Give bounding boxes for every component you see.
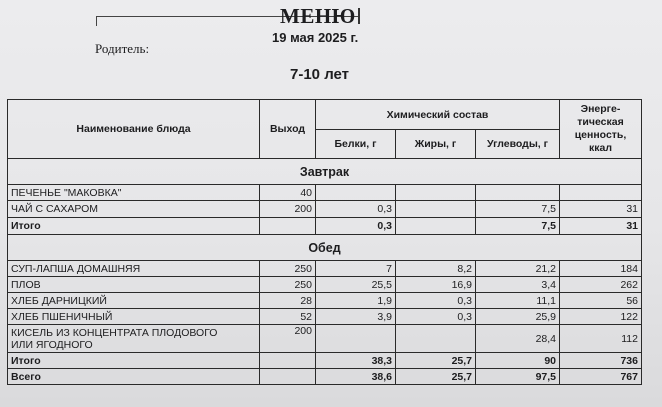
table-row <box>8 309 642 325</box>
dish-fat: 0,3 <box>396 293 476 309</box>
col-protein: Белки, г <box>316 130 396 159</box>
table-row <box>8 325 642 353</box>
col-energy-l4: ккал <box>588 142 613 154</box>
col-portion: Выход <box>260 100 316 159</box>
parent-label: Родитель: <box>95 41 150 56</box>
table-row <box>8 293 642 309</box>
dish-portion: 200 <box>260 201 316 218</box>
dish-name-line2: ИЛИ ЯГОДНОГО <box>11 338 93 351</box>
dish-carbs: 7,5 <box>476 201 560 218</box>
col-carbs: Углеводы, г <box>476 130 560 159</box>
total-portion <box>260 353 316 369</box>
col-energy <box>560 100 642 159</box>
dish-name: ПЕЧЕНЬЕ "МАКОВКА" <box>8 185 260 201</box>
dish-portion: 28 <box>260 293 316 309</box>
dish-energy <box>560 185 642 201</box>
section-breakfast: Завтрак <box>8 159 642 185</box>
table-row <box>8 261 642 277</box>
title-frame-right <box>358 8 361 24</box>
col-dish: Наименование блюда <box>8 100 260 159</box>
dish-protein <box>316 185 396 201</box>
col-fat: Жиры, г <box>396 130 476 159</box>
breakfast-total-row <box>8 218 642 235</box>
dish-portion: 200 <box>260 325 316 353</box>
dish-protein: 0,3 <box>316 201 396 218</box>
grand-total-fat: 25,7 <box>396 369 476 385</box>
dish-name-line1: КИСЕЛЬ ИЗ КОНЦЕНТРАТА ПЛОДОВОГО <box>11 326 218 339</box>
grand-total-protein: 38,6 <box>316 369 396 385</box>
dish-name <box>8 325 260 353</box>
grand-total-row <box>8 369 642 385</box>
dish-portion: 250 <box>260 261 316 277</box>
dish-name: ПЛОВ <box>8 277 260 293</box>
age-group: 7-10 лет <box>290 66 350 83</box>
dish-portion: 40 <box>260 185 316 201</box>
dish-fat: 8,2 <box>396 261 476 277</box>
dish-portion: 52 <box>260 309 316 325</box>
col-energy-l3: ценность, <box>574 129 627 141</box>
dish-fat: 0,3 <box>396 309 476 325</box>
total-carbs: 7,5 <box>476 218 560 235</box>
dish-fat: 16,9 <box>396 277 476 293</box>
total-fat <box>396 218 476 235</box>
dish-energy: 31 <box>560 201 642 218</box>
dish-name: ХЛЕБ ПШЕНИЧНЫЙ <box>8 309 260 325</box>
menu-date: 19 мая 2025 г. <box>272 30 359 45</box>
dish-name: СУП-ЛАПША ДОМАШНЯЯ <box>8 261 260 277</box>
dish-carbs: 11,1 <box>476 293 560 309</box>
dish-carbs <box>476 185 560 201</box>
dish-energy: 112 <box>560 325 642 353</box>
dish-protein: 1,9 <box>316 293 396 309</box>
dish-name: ЧАЙ С САХАРОМ <box>8 201 260 218</box>
table-row <box>8 277 642 293</box>
total-energy: 31 <box>560 218 642 235</box>
total-label: Итого <box>8 353 260 369</box>
page-title: МЕНЮ <box>280 4 356 28</box>
table-row <box>8 185 642 201</box>
title-frame-left <box>96 16 98 26</box>
dish-protein: 25,5 <box>316 277 396 293</box>
grand-total-portion <box>260 369 316 385</box>
dish-carbs: 21,2 <box>476 261 560 277</box>
dish-energy: 262 <box>560 277 642 293</box>
dish-portion: 250 <box>260 277 316 293</box>
dish-carbs: 25,9 <box>476 309 560 325</box>
dish-name: ХЛЕБ ДАРНИЦКИЙ <box>8 293 260 309</box>
col-chem: Химический состав <box>316 100 560 130</box>
dish-energy: 184 <box>560 261 642 277</box>
dish-fat <box>396 185 476 201</box>
dish-fat <box>396 325 476 353</box>
dish-protein <box>316 325 396 353</box>
dish-protein: 7 <box>316 261 396 277</box>
total-protein: 0,3 <box>316 218 396 235</box>
total-fat: 25,7 <box>396 353 476 369</box>
grand-total-label: Всего <box>8 369 260 385</box>
table-row <box>8 201 642 218</box>
total-protein: 38,3 <box>316 353 396 369</box>
dish-energy: 122 <box>560 309 642 325</box>
section-lunch: Обед <box>8 235 642 261</box>
col-energy-l1: Энерге- <box>580 103 621 115</box>
total-carbs: 90 <box>476 353 560 369</box>
total-energy: 736 <box>560 353 642 369</box>
dish-energy: 56 <box>560 293 642 309</box>
total-label: Итого <box>8 218 260 235</box>
dish-carbs: 28,4 <box>476 325 560 353</box>
menu-table <box>7 99 642 385</box>
col-energy-l2: тическая <box>577 116 624 128</box>
lunch-total-row <box>8 353 642 369</box>
grand-total-carbs: 97,5 <box>476 369 560 385</box>
dish-protein: 3,9 <box>316 309 396 325</box>
grand-total-energy: 767 <box>560 369 642 385</box>
dish-carbs: 3,4 <box>476 277 560 293</box>
total-portion <box>260 218 316 235</box>
dish-fat <box>396 201 476 218</box>
